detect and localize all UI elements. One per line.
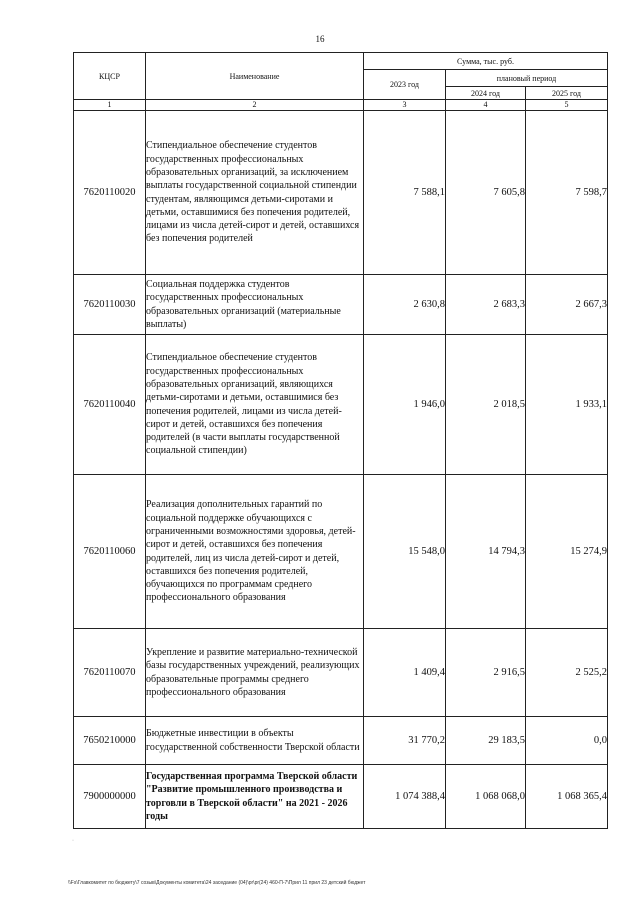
header-planning-period: плановый период (446, 70, 608, 87)
total-value-2025: 1 068 365,4 (526, 765, 608, 829)
header-year-2025: 2025 год (526, 87, 608, 100)
table-row (74, 111, 608, 275)
row-value-2023: 31 770,2 (364, 717, 446, 765)
total-name: Государственная программа Тверской области "Развитие промышленного производства и торговли в Тверской области" на 2021 - 2026 годы (146, 765, 364, 829)
total-code: 7900000000 (74, 765, 146, 829)
margin-mark: · (72, 838, 74, 844)
row-value-2024: 2 683,3 (446, 275, 526, 335)
row-name: Бюджетные инвестиции в объекты государственной собственности Тверской области (146, 717, 364, 765)
row-value-2025: 1 933,1 (526, 335, 608, 475)
row-code: 7620110030 (74, 275, 146, 335)
row-value-2024: 2 916,5 (446, 629, 526, 717)
table-row (74, 629, 608, 717)
column-number-3: 3 (364, 100, 446, 111)
row-value-2024: 2 018,5 (446, 335, 526, 475)
table-row (74, 717, 608, 765)
row-value-2023: 1 946,0 (364, 335, 446, 475)
row-value-2025: 2 525,2 (526, 629, 608, 717)
header-year-2023: 2023 год (364, 70, 446, 100)
table-row (74, 275, 608, 335)
page-number: 16 (315, 34, 325, 44)
row-code: 7650210000 (74, 717, 146, 765)
row-value-2023: 2 630,8 (364, 275, 446, 335)
file-path-footer: \\Fs\Главкомитет по бюджету\7 созыв\Документы комитета\24 заседание (04)\pr\pr(24) 460-П-7\Прил 11 прил 23 детский бюджет (68, 880, 366, 886)
row-value-2024: 14 794,3 (446, 475, 526, 629)
total-value-2023: 1 074 388,4 (364, 765, 446, 829)
column-number-4: 4 (446, 100, 526, 111)
header-sum: Сумма, тыс. руб. (364, 53, 608, 70)
row-value-2025: 2 667,3 (526, 275, 608, 335)
table-total-row (74, 765, 608, 829)
row-name: Стипендиальное обеспечение студентов государственных профессиональных образовательных организаций, являющихся детьми-сиротами и детьми, оставшимися без попечения родителей, лицами из числа детей-сирот и детей, оставшихся без попечения родителей (в части выплаты государственной социальной стипендии) (146, 335, 364, 475)
row-code: 7620110040 (74, 335, 146, 475)
row-name: Социальная поддержка студентов государственных профессиональных образовательных организаций (материальные выплаты) (146, 275, 364, 335)
row-value-2023: 15 548,0 (364, 475, 446, 629)
table-row (74, 335, 608, 475)
total-value-2024: 1 068 068,0 (446, 765, 526, 829)
column-number-1: 1 (74, 100, 146, 111)
header-year-2024: 2024 год (446, 87, 526, 100)
header-name: Наименование (146, 53, 364, 100)
row-code: 7620110070 (74, 629, 146, 717)
row-name: Укрепление и развитие материально-технической базы государственных учреждений, реализующих образовательные программы среднего профессионального образования (146, 629, 364, 717)
row-code: 7620110060 (74, 475, 146, 629)
row-value-2024: 7 605,8 (446, 111, 526, 275)
budget-table (73, 52, 608, 829)
column-number-5: 5 (526, 100, 608, 111)
row-code: 7620110020 (74, 111, 146, 275)
row-name: Стипендиальное обеспечение студентов государственных профессиональных образовательных организаций, за исключением выплаты государственной социальной стипендии студентам, являющимся детьми-сиротами и детьми, оставшимися без попечения родителей, лицами из числа детей-сирот и детей, оставшихся без попечения родителей (146, 111, 364, 275)
row-value-2025: 7 598,7 (526, 111, 608, 275)
row-value-2023: 7 588,1 (364, 111, 446, 275)
row-value-2025: 0,0 (526, 717, 608, 765)
header-code: КЦСР (74, 53, 146, 100)
row-value-2025: 15 274,9 (526, 475, 608, 629)
row-value-2024: 29 183,5 (446, 717, 526, 765)
row-value-2023: 1 409,4 (364, 629, 446, 717)
column-number-2: 2 (146, 100, 364, 111)
row-name: Реализация дополнительных гарантий по социальной поддержке обучающихся с ограниченными возможностями здоровья, детей-сирот и детей, оставшихся без попечения родителей, лиц из числа детей-сирот и детей, оставшихся без попечения родителей, обучающихся по программам среднего профессионального образования (146, 475, 364, 629)
table-row (74, 475, 608, 629)
